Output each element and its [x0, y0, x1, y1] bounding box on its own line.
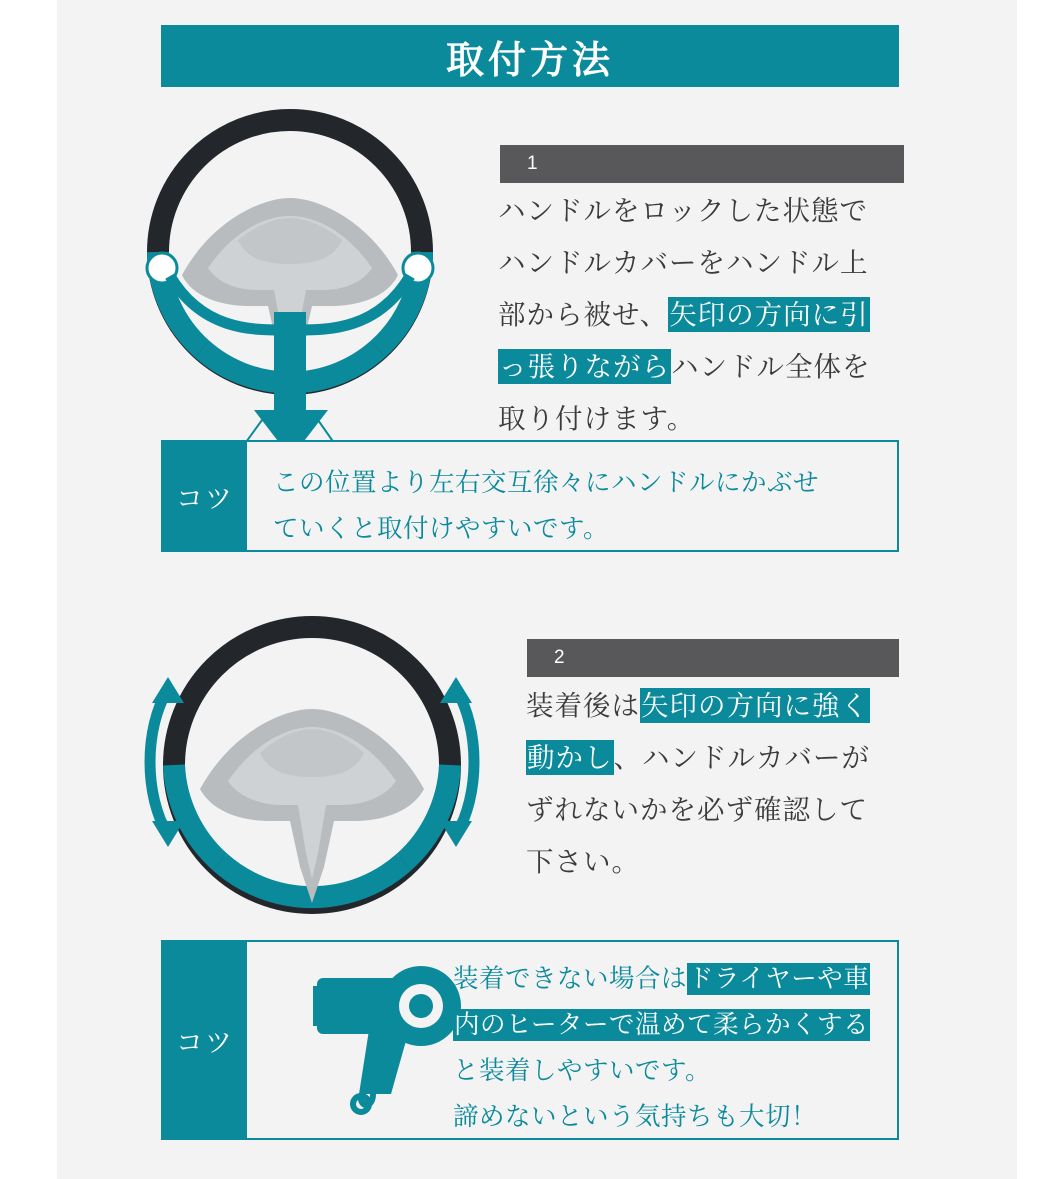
tip-2-line-1-highlight: ドライヤーや車 [688, 965, 870, 993]
step-2-number: 2 [554, 647, 566, 668]
tip-box-2 [161, 940, 899, 1140]
tip-2-line-1-plain: 装着できない場合は [453, 965, 688, 993]
step-1-number: 1 [527, 153, 539, 174]
infographic-canvas [57, 0, 1017, 1179]
step-1-number-bar [500, 145, 904, 183]
page-title-bar [161, 25, 899, 87]
step-2-line-4: 下さい。 [526, 846, 640, 877]
step-2-line-3: ずれないかを必ず確認して [526, 794, 868, 825]
tip-1-line-2: ていくと取付けやすいです。 [273, 515, 609, 543]
tip-2-line-2-highlight: 内のヒーターで温めて柔らかくする [454, 1011, 869, 1039]
tip-2-label: コツ [163, 942, 247, 1138]
page-left-margin [0, 0, 57, 1179]
step-2-line-1a: 装着後は [526, 690, 640, 721]
steering-wheel-side-arrows-illustration [142, 605, 482, 935]
tip-2-line-4: 諦めないという気持ちも大切！ [453, 1103, 818, 1131]
step-1-line-3a: 部から被せ、 [498, 299, 669, 330]
step-1-line-3b-highlight: 矢印の方向に引 [669, 299, 869, 330]
step-1-line-5: 取り付けます。 [498, 403, 696, 434]
tip-1-label: コツ [163, 442, 247, 550]
step-1-line-1: ハンドルをロックした状態で [498, 195, 868, 226]
tip-1-line-1: この位置より左右交互徐々にハンドルにかぶせ [273, 469, 820, 497]
step-1-body-text [498, 185, 918, 445]
tip-2-text [453, 956, 893, 1140]
page-title: 取付方法 [445, 39, 614, 82]
step-2-line-2a-highlight: 動かし [527, 742, 613, 773]
step-1-line-2: ハンドルカバーをハンドル上 [498, 247, 869, 278]
step-2-line-2b: 、ハンドルカバーが [613, 742, 870, 773]
tip-2-line-3: と装着しやすいです。 [453, 1057, 711, 1085]
step-1-line-4a-highlight: っ張りながら [499, 351, 670, 382]
tip-1-text [273, 460, 873, 552]
steering-wheel-down-arrow-illustration [142, 100, 452, 460]
hair-dryer-icon [313, 958, 473, 1123]
step-1-line-4b: ハンドル全体を [671, 351, 871, 382]
step-2-number-bar [527, 639, 899, 677]
step-2-body-text [526, 680, 926, 888]
page-right-margin [1017, 0, 1043, 1179]
tip-box-1 [161, 440, 899, 552]
step-2-line-1b-highlight: 矢印の方向に強く [641, 690, 869, 721]
